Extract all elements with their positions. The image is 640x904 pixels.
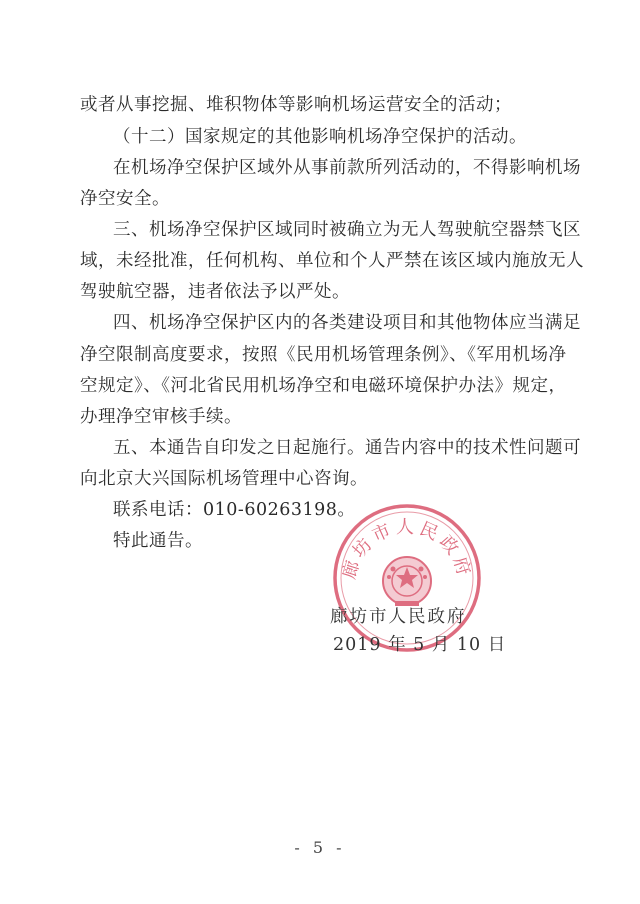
official-seal	[332, 503, 482, 653]
closing-line: 特此通告。	[113, 531, 203, 551]
body-line-2: （十二）国家规定的其他影响机场净空保护的活动。	[113, 127, 527, 147]
body-line-1: 或者从事挖掘、堆积物体等影响机场运营安全的活动；	[80, 95, 512, 115]
body-line-5: 三、机场净空保护区域同时被确立为无人驾驶航空器禁飞区	[113, 220, 581, 240]
body-line-7: 驾驶航空器，违者依法予以严处。	[80, 282, 350, 302]
issuer-signature: 廊坊市人民政府	[330, 607, 467, 627]
body-line-4: 净空安全。	[80, 189, 170, 209]
body-line-6: 域，未经批准，任何机构、单位和个人严禁在该区域内施放无人	[80, 251, 584, 271]
body-line-9: 净空限制高度要求，按照《民用机场管理条例》、《军用机场净	[80, 345, 567, 365]
body-line-13: 向北京大兴国际机场管理中心咨询。	[80, 469, 368, 489]
body-line-8: 四、机场净空保护区内的各类建设项目和其他物体应当满足	[113, 313, 581, 333]
issue-date: 2019 年 5 月 10 日	[333, 635, 507, 655]
svg-text:廊坊市人民政府: 廊坊市人民政府	[338, 516, 476, 582]
body-line-11: 办理净空审核手续。	[80, 407, 242, 427]
page-number: - 5 -	[294, 838, 346, 857]
body-line-12: 五、本通告自印发之日起施行。通告内容中的技术性问题可	[113, 438, 581, 458]
body-line-3: 在机场净空保护区域外从事前款所列活动的，不得影响机场	[113, 158, 581, 178]
body-line-10: 空规定》、《河北省民用机场净空和电磁环境保护办法》规定，	[80, 376, 567, 396]
contact-phone: 联系电话：010-60263198。	[113, 500, 356, 520]
